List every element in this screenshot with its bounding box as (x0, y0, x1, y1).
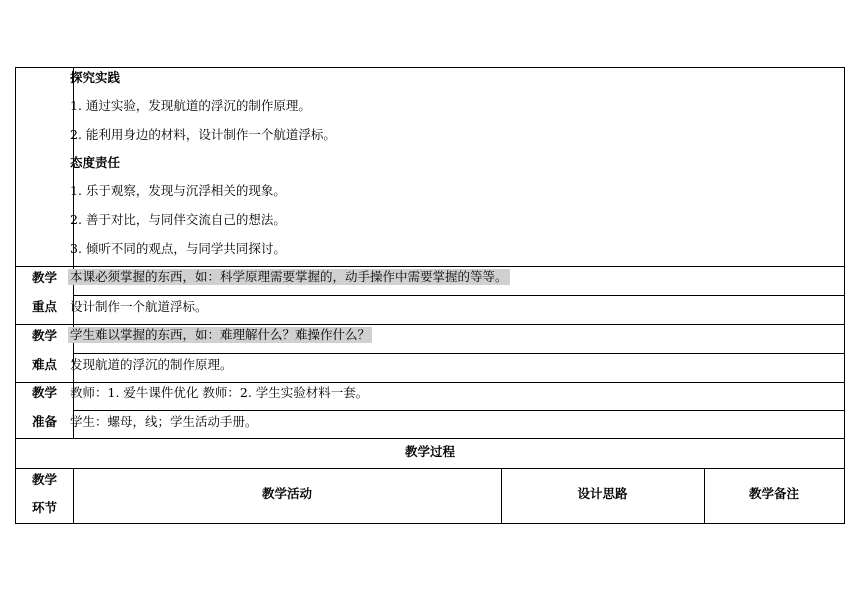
row-divider (16, 468, 844, 469)
process-col-activity: 教学活动 (261, 486, 312, 501)
process-title: 教学过程 (404, 444, 455, 459)
difficulties-label-bottom: 难点 (31, 357, 57, 372)
row-divider (16, 324, 844, 325)
row-divider (16, 382, 844, 383)
difficulties-hint: 学生难以掌握的东西，如：难理解什么？难操作什么？ (70, 327, 371, 342)
key-points-label-bottom: 重点 (31, 299, 57, 314)
process-col-design: 设计思路 (577, 486, 628, 501)
key-points-content: 设计制作一个航道浮标。 (70, 299, 208, 314)
objective-item: 2. 善于对比，与同伴交流自己的想法。 (70, 212, 286, 227)
objective-item: 1. 乐于观察，发现与沉浮相关的现象。 (70, 183, 286, 198)
difficulties-content: 发现航道的浮沉的制作原理。 (70, 357, 233, 372)
lesson-plan-table (15, 67, 845, 524)
row-divider (73, 410, 844, 411)
preparation-teacher: 教师：1. 爱牛课件优化 教师：2. 学生实验材料一套。 (70, 385, 369, 400)
process-col-notes: 教学备注 (748, 486, 799, 501)
objective-item: 3. 倾听不同的观点，与同学共同探讨。 (70, 241, 286, 256)
row-divider (16, 438, 844, 439)
objective-item: 1. 通过实验，发现航道的浮沉的制作原理。 (70, 98, 311, 113)
row-divider (16, 266, 844, 267)
difficulties-label-top: 教学 (31, 328, 57, 343)
preparation-label-top: 教学 (31, 385, 57, 400)
objectives-heading-attitude: 态度责任 (70, 155, 121, 170)
preparation-student: 学生：螺母，线；学生活动手册。 (70, 414, 258, 429)
objective-item: 2. 能利用身边的材料，设计制作一个航道浮标。 (70, 127, 336, 142)
key-points-label-top: 教学 (31, 270, 57, 285)
process-col-stage-bottom: 环节 (31, 500, 57, 515)
preparation-label-bottom: 准备 (31, 414, 57, 429)
row-divider (73, 353, 844, 354)
key-points-hint: 本课必须掌握的东西，如：科学原理需要掌握的，动手操作中需要掌握的等等。 (70, 269, 508, 284)
row-divider (73, 295, 844, 296)
process-col-stage-top: 教学 (31, 472, 57, 487)
objectives-heading-practice: 探究实践 (70, 70, 121, 85)
